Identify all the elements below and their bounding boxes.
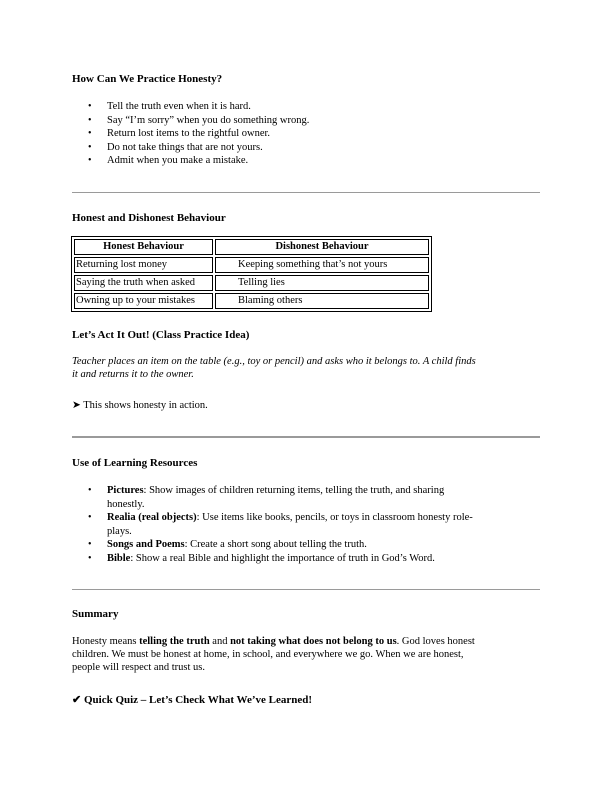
table-row (74, 257, 429, 273)
section-title-practice-honesty: How Can We Practice Honesty? (72, 73, 223, 85)
arrow-icon: ➤ (72, 400, 81, 411)
description-line: it and returns it to the owner. (72, 369, 194, 380)
act-it-out-description (72, 355, 542, 381)
act-it-out-note (72, 399, 208, 412)
table-header-honest: Honest Behaviour (74, 239, 213, 255)
resource-text: : Use items like books, pencils, or toys in classroom honesty role- (196, 512, 473, 523)
section-title-act-it-out: Let’s Act It Out! (Class Practice Idea) (72, 329, 250, 341)
list-item: • Admit when you make a mistake. (72, 154, 540, 168)
section-title-learning-resources: Use of Learning Resources (72, 457, 198, 469)
practice-honesty-list (72, 100, 540, 168)
table-row (74, 293, 429, 309)
summary-line (72, 635, 542, 648)
table-cell: Saying the truth when asked (74, 275, 213, 291)
list-item: • Do not take things that are not yours. (72, 141, 540, 155)
resource-text: : Create a short song about telling the truth. (184, 539, 367, 550)
table-cell: Returning lost money (74, 257, 213, 273)
divider (72, 192, 540, 193)
note-text: This shows honesty in action. (83, 400, 208, 411)
table-cell: Blaming others (215, 293, 429, 309)
description-line: Teacher places an item on the table (e.g., toy or pencil) and asks who it belongs to. A child finds (72, 356, 476, 367)
table-header-row (74, 239, 429, 255)
table-cell: Telling lies (215, 275, 429, 291)
summary-bold: telling the truth (139, 636, 210, 647)
quick-quiz-title: Quick Quiz – Let’s Check What We’ve Learned! (83, 694, 313, 706)
divider (72, 589, 540, 590)
behaviour-table (71, 236, 432, 312)
resource-text: : Show a real Bible and highlight the importance of truth in God’s Word. (130, 552, 435, 564)
list-item: • Return lost items to the rightful owner. (72, 127, 540, 141)
section-title-behaviour: Honest and Dishonest Behaviour (72, 212, 226, 224)
divider (72, 436, 540, 438)
summary-paragraph (72, 635, 542, 674)
quick-quiz-heading (72, 693, 312, 706)
list-item (72, 538, 540, 552)
resource-label: Pictures (107, 485, 144, 496)
checkmark-icon: ✔ (72, 694, 82, 706)
resource-text-cont: honestly. (107, 498, 145, 510)
list-item (72, 484, 540, 511)
summary-line: children. We must be honest at home, in school, and everywhere we go. When we are honest, (72, 649, 464, 660)
resource-label: Bible (107, 552, 131, 564)
summary-line: people will respect and trust us. (72, 662, 205, 673)
list-item (72, 552, 540, 566)
table-cell: Keeping something that’s not yours (215, 257, 429, 273)
resource-label: Realia (real objects) (107, 512, 197, 523)
list-item (72, 511, 540, 538)
summary-text: Honesty means (72, 636, 140, 647)
list-item: • Say “I’m sorry” when you do something wrong. (72, 114, 540, 128)
resource-text-cont: plays. (107, 525, 132, 537)
list-item: • Tell the truth even when it is hard. (72, 100, 540, 114)
resource-text: : Show images of children returning items, telling the truth, and sharing (143, 485, 445, 496)
summary-bold: not taking what does not belong to us (230, 636, 397, 647)
summary-text: . God loves honest (396, 636, 475, 647)
resource-label: Songs and Poems (107, 539, 185, 550)
table-header-dishonest: Dishonest Behaviour (215, 239, 429, 255)
table-cell: Owning up to your mistakes (74, 293, 213, 309)
table-row (74, 275, 429, 291)
learning-resources-list (72, 484, 540, 565)
section-title-summary: Summary (72, 608, 119, 620)
summary-text: and (209, 636, 231, 647)
